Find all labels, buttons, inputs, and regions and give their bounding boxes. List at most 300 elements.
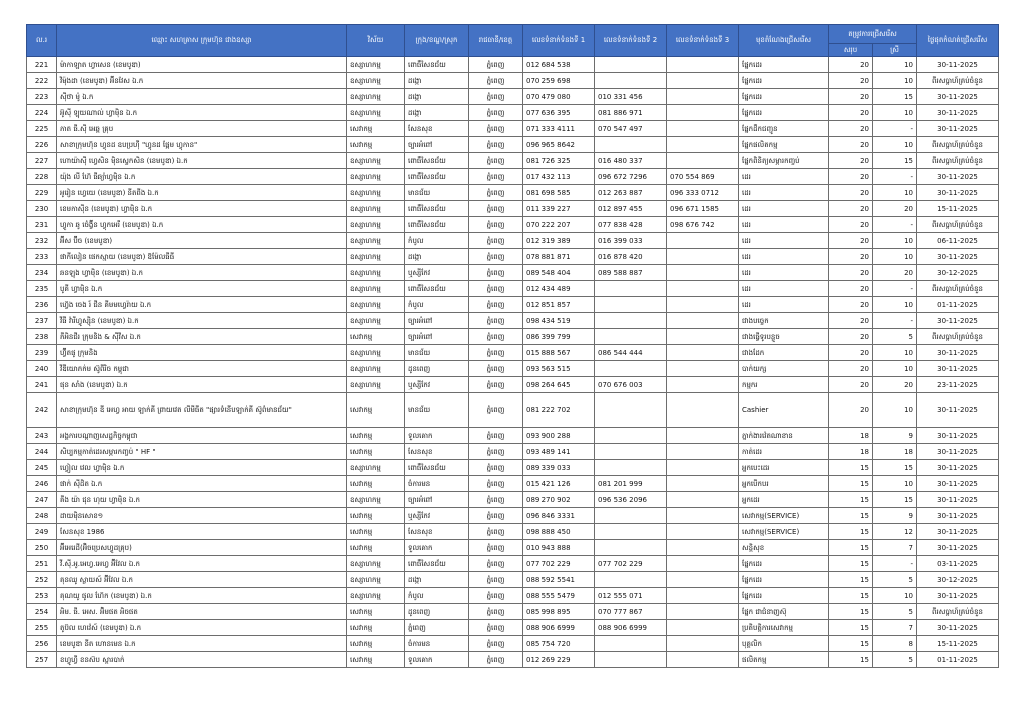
cell-district: ពោធិ៍សែនជ័យ: [405, 169, 469, 185]
cell-female-needed: 5: [873, 604, 917, 620]
cell-company-name: ភាត ធី.ស៊ី អេឆ្ព គ្រុប: [57, 121, 347, 137]
cell-phone-3: [667, 345, 739, 361]
cell-phone-3: [667, 265, 739, 281]
cell-company-name: អ៊ីស ប៊ីច (ខេមបូឌា): [57, 233, 347, 249]
cell-deadline: 30-11-2025: [917, 492, 999, 508]
cell-row-number: 233: [27, 249, 57, 265]
cell-deadline: 30-11-2025: [917, 476, 999, 492]
table-row: [27, 105, 999, 121]
cell-company-name: សាខាក្រុមហ៊ុន ហ្វុនដ ឧបប្រហ៊ី "ហ្វុនដ ផ្អែម ហ្វុកាន": [57, 137, 347, 153]
cell-phone-3: 098 676 742: [667, 217, 739, 233]
cell-female-needed: 5: [873, 652, 917, 668]
cell-province: ភ្នំពេញ: [469, 297, 523, 313]
cell-row-number: 236: [27, 297, 57, 313]
cell-phone-1: 081 726 325: [523, 153, 595, 169]
header-female: ស្រី: [873, 44, 917, 57]
cell-deadline: 30-11-2025: [917, 508, 999, 524]
cell-phone-3: [667, 313, 739, 329]
cell-row-number: 254: [27, 604, 57, 620]
cell-total-needed: 20: [829, 345, 873, 361]
cell-female-needed: 10: [873, 249, 917, 265]
cell-position: ដេរ: [739, 281, 829, 297]
cell-position: អ្នកបេះដេរ: [739, 460, 829, 476]
cell-district: ទួលគោក: [405, 540, 469, 556]
cell-deadline: 06-11-2025: [917, 233, 999, 249]
cell-deadline: ពីរសប្ដាហ៍គ្រប់ចំនួន: [917, 329, 999, 345]
cell-deadline: 30-11-2025: [917, 313, 999, 329]
cell-phone-1: 088 592 5541: [523, 572, 595, 588]
cell-total-needed: 20: [829, 121, 873, 137]
cell-deadline: ពីរសប្ដាហ៍គ្រប់ចំនួន: [917, 604, 999, 620]
cell-company-name: ផុន សាំង (ខេមបូឌា) ឯ.ក: [57, 377, 347, 393]
cell-district: ទួលគោក: [405, 428, 469, 444]
cell-row-number: 244: [27, 444, 57, 460]
cell-phone-1: 089 270 902: [523, 492, 595, 508]
cell-sector: ឧស្សាហកម្ម: [347, 377, 405, 393]
cell-province: ភ្នំពេញ: [469, 185, 523, 201]
cell-position: ផ្នែកដឹកជញ្ជូន: [739, 121, 829, 137]
cell-phone-3: [667, 572, 739, 588]
cell-phone-2: [595, 313, 667, 329]
table-row: [27, 540, 999, 556]
cell-phone-1: 098 264 645: [523, 377, 595, 393]
cell-sector: សេវាកម្ម: [347, 540, 405, 556]
cell-female-needed: 20: [873, 265, 917, 281]
cell-phone-2: [595, 297, 667, 313]
table-row: [27, 508, 999, 524]
cell-phone-2: 070 777 867: [595, 604, 667, 620]
table-row: [27, 620, 999, 636]
cell-district: ទួលគោក: [405, 652, 469, 668]
cell-province: ភ្នំពេញ: [469, 572, 523, 588]
cell-province: ភ្នំពេញ: [469, 508, 523, 524]
cell-total-needed: 20: [829, 297, 873, 313]
cell-company-name: អ៊ូស៊ី ឡុយណាល់ ហ្វាម៉ិន ឯ.ក: [57, 105, 347, 121]
header-province: រាជធានី/ខេត្ត: [469, 25, 523, 57]
cell-company-name: ស៊ីថា ម៉ូ ឯ.ក: [57, 89, 347, 105]
cell-phone-1: 077 636 395: [523, 105, 595, 121]
table-row: [27, 265, 999, 281]
cell-total-needed: 20: [829, 73, 873, 89]
cell-phone-2: [595, 57, 667, 73]
cell-total-needed: 15: [829, 508, 873, 524]
cell-phone-3: [667, 444, 739, 460]
cell-phone-1: 015 888 567: [523, 345, 595, 361]
cell-female-needed: 7: [873, 540, 917, 556]
cell-phone-3: [667, 636, 739, 652]
cell-company-name: ដាយម៉ិនសោខ១: [57, 508, 347, 524]
cell-phone-1: 098 434 519: [523, 313, 595, 329]
cell-total-needed: 15: [829, 476, 873, 492]
cell-female-needed: 20: [873, 201, 917, 217]
table-row: [27, 201, 999, 217]
cell-position: ផ្នែកដេរ: [739, 588, 829, 604]
cell-province: ភ្នំពេញ: [469, 393, 523, 428]
cell-district: ដង្កោ: [405, 89, 469, 105]
cell-district: ច្បារអំពៅ: [405, 137, 469, 153]
cell-phone-1: 086 399 799: [523, 329, 595, 345]
cell-district: កំបូល: [405, 588, 469, 604]
table-row: [27, 121, 999, 137]
cell-phone-1: 012 851 857: [523, 297, 595, 313]
cell-female-needed: 10: [873, 233, 917, 249]
cell-total-needed: 20: [829, 249, 873, 265]
cell-total-needed: 18: [829, 428, 873, 444]
cell-company-name: ឆនឡុង ហ្វាម៉ិន (ខេមបូឌា) ឯ.ក: [57, 265, 347, 281]
cell-sector: ឧស្សាហកម្ម: [347, 460, 405, 476]
cell-phone-2: 016 480 337: [595, 153, 667, 169]
cell-total-needed: 20: [829, 313, 873, 329]
cell-district: ដូនពេញ: [405, 604, 469, 620]
cell-company-name: គុណយូ ផូល ហ៊ែក (ខេមបូឌា) ឯ.ក: [57, 588, 347, 604]
table-row: [27, 361, 999, 377]
cell-total-needed: 20: [829, 377, 873, 393]
cell-district: មានជ័យ: [405, 393, 469, 428]
cell-position: Cashier: [739, 393, 829, 428]
cell-total-needed: 20: [829, 329, 873, 345]
cell-province: ភ្នំពេញ: [469, 105, 523, 121]
cell-position: ដេរ: [739, 249, 829, 265]
cell-district: ពោធិ៍សែនជ័យ: [405, 556, 469, 572]
cell-phone-1: 015 421 126: [523, 476, 595, 492]
table-row: [27, 492, 999, 508]
cell-female-needed: -: [873, 281, 917, 297]
cell-province: ភ្នំពេញ: [469, 377, 523, 393]
cell-female-needed: 15: [873, 460, 917, 476]
cell-company-name: អង្គការបណ្ដាញសេដ្ឋកិច្ចកម្ពុជា: [57, 428, 347, 444]
cell-province: ភ្នំពេញ: [469, 249, 523, 265]
cell-phone-2: 081 201 999: [595, 476, 667, 492]
cell-district: កំបូល: [405, 297, 469, 313]
cell-company-name: ផាក់ ស៊ីដិត ឯ.ក: [57, 476, 347, 492]
cell-phone-1: 088 555 5479: [523, 588, 595, 604]
table-row: [27, 73, 999, 89]
cell-deadline: 01-11-2025: [917, 297, 999, 313]
cell-phone-2: 012 555 071: [595, 588, 667, 604]
cell-province: ភ្នំពេញ: [469, 89, 523, 105]
cell-sector: ឧស្សាហកម្ម: [347, 217, 405, 233]
cell-position: ផលិតកម្ម: [739, 652, 829, 668]
cell-phone-3: [667, 281, 739, 297]
cell-deadline: 30-11-2025: [917, 620, 999, 636]
cell-phone-3: [667, 57, 739, 73]
table-row: [27, 393, 999, 428]
cell-deadline: 30-11-2025: [917, 540, 999, 556]
cell-sector: ឧស្សាហកម្ម: [347, 313, 405, 329]
cell-deadline: 30-11-2025: [917, 524, 999, 540]
cell-total-needed: 20: [829, 233, 873, 249]
cell-company-name: បូគី ហ្វាម៉ិន ឯ.ក: [57, 281, 347, 297]
cell-row-number: 224: [27, 105, 57, 121]
cell-sector: សេវាកម្ម: [347, 604, 405, 620]
cell-row-number: 251: [27, 556, 57, 572]
cell-company-name: តូប៊ល ហេវ៉េស៍ (ខេមបូឌា) ឯ.ក: [57, 620, 347, 636]
cell-row-number: 227: [27, 153, 57, 169]
cell-row-number: 247: [27, 492, 57, 508]
cell-deadline: 30-11-2025: [917, 89, 999, 105]
cell-province: ភ្នំពេញ: [469, 636, 523, 652]
table-row: [27, 137, 999, 153]
cell-phone-2: 077 702 229: [595, 556, 667, 572]
cell-row-number: 235: [27, 281, 57, 297]
cell-phone-1: 081 698 585: [523, 185, 595, 201]
cell-phone-3: [667, 361, 739, 377]
cell-deadline: 30-11-2025: [917, 361, 999, 377]
cell-phone-1: 012 684 538: [523, 57, 595, 73]
cell-province: ភ្នំពេញ: [469, 428, 523, 444]
cell-sector: ឧស្សាហកម្ម: [347, 233, 405, 249]
cell-deadline: 30-11-2025: [917, 460, 999, 476]
cell-province: ភ្នំពេញ: [469, 345, 523, 361]
cell-company-name: អូរៀន ហ្វេយេ (ខេមបូឌា) នីតពីង ឯ.ក: [57, 185, 347, 201]
cell-sector: ឧស្សាហកម្ម: [347, 73, 405, 89]
cell-phone-1: 011 339 227: [523, 201, 595, 217]
cell-district: ដូនពេញ: [405, 361, 469, 377]
table-row: [27, 313, 999, 329]
cell-phone-1: 089 339 033: [523, 460, 595, 476]
cell-sector: សេវាកម្ម: [347, 444, 405, 460]
cell-deadline: ពីរសប្ដាហ៍គ្រប់ចំនួន: [917, 217, 999, 233]
cell-phone-3: [667, 153, 739, 169]
cell-phone-2: [595, 652, 667, 668]
cell-phone-2: 096 536 2096: [595, 492, 667, 508]
cell-district: ពោធិ៍សែនជ័យ: [405, 217, 469, 233]
cell-phone-2: [595, 137, 667, 153]
cell-position: បាក់យក្ស: [739, 361, 829, 377]
cell-sector: សេវាកម្ម: [347, 428, 405, 444]
cell-province: ភ្នំពេញ: [469, 476, 523, 492]
cell-phone-2: 016 399 033: [595, 233, 667, 249]
cell-phone-1: 096 965 8642: [523, 137, 595, 153]
cell-district: ពោធិ៍សែនជ័យ: [405, 281, 469, 297]
cell-phone-1: 096 846 3331: [523, 508, 595, 524]
cell-district: ដង្កោ: [405, 105, 469, 121]
cell-position: អ្នកដេរ: [739, 492, 829, 508]
cell-phone-1: 077 702 229: [523, 556, 595, 572]
cell-district: ច្បារអំពៅ: [405, 313, 469, 329]
cell-row-number: 230: [27, 201, 57, 217]
cell-deadline: ពីរសប្ដាហ៍គ្រប់ចំនួន: [917, 153, 999, 169]
cell-company-name: អ៊ីអេរេដី(អ៊ិចប្រេសហ្វូដគ្រុប): [57, 540, 347, 556]
cell-phone-2: 070 676 003: [595, 377, 667, 393]
cell-position: ផ្នែកដេរ: [739, 89, 829, 105]
cell-province: ភ្នំពេញ: [469, 217, 523, 233]
cell-phone-1: 070 259 698: [523, 73, 595, 89]
cell-position: បុគ្គលិក: [739, 636, 829, 652]
cell-phone-2: [595, 444, 667, 460]
cell-phone-1: 093 489 141: [523, 444, 595, 460]
cell-phone-2: 012 897 455: [595, 201, 667, 217]
cell-row-number: 232: [27, 233, 57, 249]
cell-company-name: សិប្បកម្មកាត់ដេរសម្ភារកញ្ចប់ " HF ": [57, 444, 347, 460]
cell-female-needed: 10: [873, 137, 917, 153]
table-row: [27, 89, 999, 105]
cell-deadline: 30-11-2025: [917, 249, 999, 265]
header-phone-3: លេខទំនាក់ទំនងទី 3: [667, 25, 739, 57]
cell-position: ផ្នែកដេរ: [739, 556, 829, 572]
cell-sector: សេវាកម្ម: [347, 508, 405, 524]
job-vacancies-table: [26, 24, 999, 668]
table-row: [27, 249, 999, 265]
cell-phone-1: 070 222 207: [523, 217, 595, 233]
cell-company-name: ម៉ាកាឡាត ហ្វាសេន (ខេមបូឌា): [57, 57, 347, 73]
table-row: [27, 556, 999, 572]
cell-phone-1: 012 269 229: [523, 652, 595, 668]
cell-position: ជាងធ្វើទូរបន្លួច: [739, 329, 829, 345]
cell-phone-1: 017 432 113: [523, 169, 595, 185]
cell-company-name: ហ្វៀល វេល ហ្វាម៉ិន ឯ.ក: [57, 460, 347, 476]
cell-position: ផ្នែកដេរ: [739, 73, 829, 89]
table-row: [27, 153, 999, 169]
table-row: [27, 524, 999, 540]
cell-phone-3: [667, 652, 739, 668]
cell-company-name: ហ្វ៊ីតផូ ក្រុមនិង: [57, 345, 347, 361]
header-sector: វិស័យ: [347, 25, 405, 57]
cell-sector: ឧស្សាហកម្ម: [347, 185, 405, 201]
header-no: ល.រ: [27, 25, 57, 57]
cell-total-needed: 15: [829, 572, 873, 588]
cell-phone-3: [667, 428, 739, 444]
cell-sector: ឧស្សាហកម្ម: [347, 297, 405, 313]
cell-deadline: 15-11-2025: [917, 201, 999, 217]
cell-phone-3: [667, 249, 739, 265]
cell-total-needed: 15: [829, 540, 873, 556]
cell-phone-3: [667, 89, 739, 105]
cell-phone-3: [667, 329, 739, 345]
cell-deadline: 30-11-2025: [917, 428, 999, 444]
cell-phone-3: [667, 233, 739, 249]
cell-phone-2: 010 331 456: [595, 89, 667, 105]
cell-district: ឬស្សីកែវ: [405, 265, 469, 281]
cell-phone-2: [595, 428, 667, 444]
cell-position: ជាងដែក: [739, 345, 829, 361]
cell-district: ឬស្សីកែវ: [405, 377, 469, 393]
cell-row-number: 249: [27, 524, 57, 540]
cell-deadline: 30-11-2025: [917, 57, 999, 73]
cell-phone-2: [595, 281, 667, 297]
cell-row-number: 242: [27, 393, 57, 428]
cell-position: អ្នកបើកបរ: [739, 476, 829, 492]
cell-phone-2: [595, 636, 667, 652]
cell-row-number: 222: [27, 73, 57, 89]
cell-deadline: 03-11-2025: [917, 556, 999, 572]
cell-sector: ឧស្សាហកម្ម: [347, 345, 405, 361]
cell-phone-2: 081 886 971: [595, 105, 667, 121]
cell-position: សន្តិសុខ: [739, 540, 829, 556]
cell-company-name: គីង យ៉ា ជុន ហុយ ហ្វាម៉ិន ឯ.ក: [57, 492, 347, 508]
cell-phone-1: 010 943 888: [523, 540, 595, 556]
cell-row-number: 252: [27, 572, 57, 588]
cell-sector: ឧស្សាហកម្ម: [347, 492, 405, 508]
cell-total-needed: 15: [829, 636, 873, 652]
cell-deadline: 30-12-2025: [917, 265, 999, 281]
cell-phone-2: 077 838 428: [595, 217, 667, 233]
cell-phone-1: 012 319 389: [523, 233, 595, 249]
header-position: មុខតំណែងជ្រើសរើស: [739, 25, 829, 57]
header-deadline: ថ្ងៃផុតកំណត់ជ្រើសរើស: [917, 25, 999, 57]
table-row: [27, 444, 999, 460]
cell-phone-3: [667, 393, 739, 428]
cell-row-number: 243: [27, 428, 57, 444]
table-row: [27, 329, 999, 345]
cell-sector: ឧស្សាហកម្ម: [347, 105, 405, 121]
cell-position: ផ្នែកពិនិត្យសម្ភារកញ្ចប់: [739, 153, 829, 169]
cell-sector: ឧស្សាហកម្ម: [347, 169, 405, 185]
cell-phone-2: 016 878 420: [595, 249, 667, 265]
cell-row-number: 255: [27, 620, 57, 636]
cell-female-needed: -: [873, 556, 917, 572]
cell-position: ផ្នែកដេរ: [739, 105, 829, 121]
cell-position: ផ្នែកផលិតកម្ម: [739, 137, 829, 153]
cell-row-number: 246: [27, 476, 57, 492]
cell-company-name: ខេមបូឌា នីត ហោនមេន ឯ.ក: [57, 636, 347, 652]
cell-sector: ឧស្សាហកម្ម: [347, 588, 405, 604]
cell-deadline: 30-11-2025: [917, 444, 999, 460]
cell-phone-3: [667, 524, 739, 540]
cell-province: ភ្នំពេញ: [469, 652, 523, 668]
cell-sector: សេវាកម្ម: [347, 524, 405, 540]
cell-sector: សេវាកម្ម: [347, 137, 405, 153]
cell-sector: សេវាកម្ម: [347, 393, 405, 428]
cell-phone-3: [667, 105, 739, 121]
cell-district: ពោធិ៍សែនជ័យ: [405, 460, 469, 476]
cell-female-needed: 9: [873, 428, 917, 444]
table-row: [27, 476, 999, 492]
cell-female-needed: 10: [873, 588, 917, 604]
cell-phone-1: 081 222 702: [523, 393, 595, 428]
cell-position: ដេរ: [739, 201, 829, 217]
cell-row-number: 229: [27, 185, 57, 201]
cell-phone-1: 070 479 080: [523, 89, 595, 105]
cell-phone-2: 086 544 444: [595, 345, 667, 361]
header-company: ឈ្មោះ សហគ្រាស ក្រុមហ៊ុន ជាងឧស្សា: [57, 25, 347, 57]
cell-female-needed: 15: [873, 89, 917, 105]
cell-phone-2: [595, 524, 667, 540]
cell-total-needed: 20: [829, 169, 873, 185]
cell-province: ភ្នំពេញ: [469, 169, 523, 185]
cell-district: ពោធិ៍សែនជ័យ: [405, 153, 469, 169]
cell-total-needed: 15: [829, 652, 873, 668]
cell-sector: ឧស្សាហកម្ម: [347, 556, 405, 572]
cell-position: ប្រតិបត្តិការសេវាកម្ម: [739, 620, 829, 636]
cell-total-needed: 15: [829, 460, 873, 476]
cell-sector: ឧស្សាហកម្ម: [347, 265, 405, 281]
cell-position: ផ្នែក ជាជំនាញស៊ុ: [739, 604, 829, 620]
cell-phone-3: [667, 137, 739, 153]
cell-company-name: វីធី វ៉ារីហ្វូស្ស៊ិន (ខេមបូឌា) ឯ.ក: [57, 313, 347, 329]
cell-phone-3: [667, 556, 739, 572]
cell-sector: ឧស្សាហកម្ម: [347, 57, 405, 73]
cell-province: ភ្នំពេញ: [469, 313, 523, 329]
cell-female-needed: 10: [873, 393, 917, 428]
cell-district: ចំការមន: [405, 636, 469, 652]
cell-position: ដេរ: [739, 185, 829, 201]
cell-sector: សេវាកម្ម: [347, 636, 405, 652]
cell-province: ភ្នំពេញ: [469, 524, 523, 540]
cell-phone-2: [595, 540, 667, 556]
header-district: ក្រុង/ខណ្ឌ/ស្រុក: [405, 25, 469, 57]
cell-district: មានជ័យ: [405, 185, 469, 201]
cell-total-needed: 20: [829, 393, 873, 428]
cell-district: សែនសុខ: [405, 444, 469, 460]
cell-district: ភ្នំពេញ: [405, 620, 469, 636]
cell-phone-3: [667, 540, 739, 556]
cell-female-needed: 5: [873, 572, 917, 588]
cell-province: ភ្នំពេញ: [469, 444, 523, 460]
cell-deadline: 30-11-2025: [917, 105, 999, 121]
cell-female-needed: -: [873, 217, 917, 233]
cell-province: ភ្នំពេញ: [469, 233, 523, 249]
